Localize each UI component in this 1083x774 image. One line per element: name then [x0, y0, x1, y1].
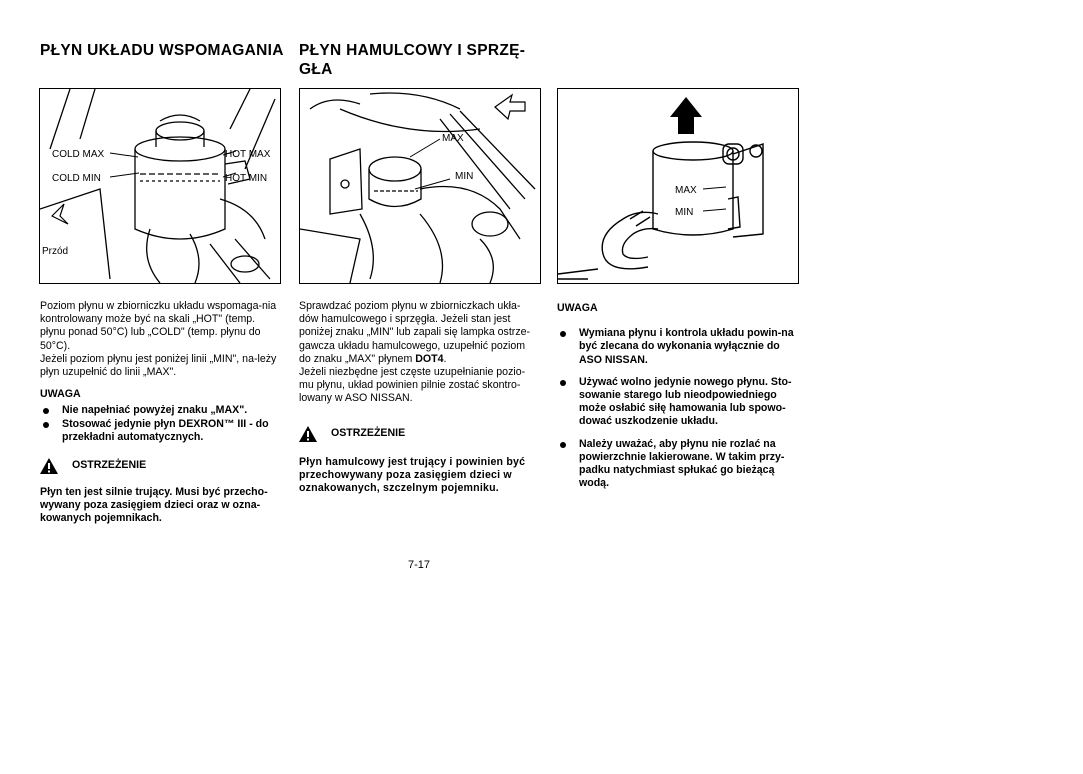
bullet-item	[557, 438, 800, 491]
label-hot-max: HOT MAX	[225, 149, 271, 160]
figure-brake-clutch-reservoir	[299, 88, 541, 284]
section-title-brake-clutch-line2: GŁA	[299, 61, 333, 78]
bullet-icon	[560, 380, 566, 386]
page-number: 7-17	[408, 559, 431, 571]
bullet-text: Używać wolno jedynie nowego płynu. Sto-sowanie starego lub nieodpowiedniego może osłabić siłę hamowania lub spowo-dować uszkodzenie układu.	[579, 375, 792, 428]
bullet-icon	[560, 331, 566, 337]
warning-title: OSTRZEŻENIE	[331, 427, 406, 440]
column-brake-clutch	[299, 300, 539, 495]
paragraph-check-level: Sprawdzać poziom płynu w zbiorniczkach ukła-dów hamulcowego i sprzęgła. Jeżeli stan jest poniżej znaku „MIN" lub zapali się lampka ostrze-gawcza układu hamulcowego, uzupełnić poziom do znaku „MAX" płynem DOT4.	[299, 300, 531, 365]
label-cold-max: COLD MAX	[52, 149, 105, 160]
fluid-type: DOT4	[415, 352, 444, 365]
label-max: MAX	[675, 185, 697, 196]
warning-icon	[40, 458, 58, 474]
bullet-text: Nie napełniać powyżej znaku „MAX".	[62, 404, 248, 417]
bullet-icon	[43, 422, 49, 428]
direction-arrow-icon	[495, 95, 525, 119]
bullet-item	[40, 418, 278, 444]
figure-power-steering-reservoir	[39, 88, 281, 284]
column-notes	[557, 300, 800, 490]
bullet-text: Należy uważać, aby płynu nie rozlać na powierzchnie lakierowane. W takim przy-padku natychmiast spłukać go bieżącą wodą.	[579, 437, 785, 490]
column-power-steering	[40, 300, 278, 526]
bullet-icon	[43, 408, 49, 414]
paragraph-frequent-refill: Jeżeli niezbędne jest częste uzupełnianie pozio-mu płynu, układ powinien pilnie zostać skontro-lowany w ASO NISSAN.	[299, 366, 526, 405]
bullet-item	[557, 376, 800, 429]
paragraph-refill: Jeżeli poziom płynu jest poniżej linii „MIN", na-leży płyn uzupełnić do linii „MAX".	[40, 352, 277, 379]
section-title-brake-clutch-line1: PŁYN HAMULCOWY I SPRZĘ-	[299, 42, 526, 59]
bullet-item	[40, 404, 278, 417]
warning-title: OSTRZEŻENIE	[72, 459, 147, 472]
bullet-icon	[560, 442, 566, 448]
warning-icon	[299, 426, 317, 442]
warning-header	[40, 458, 278, 474]
brake-reservoir-illustration	[300, 89, 540, 283]
section-title-power-steering: PŁYN UKŁADU WSPOMAGANIA	[40, 42, 284, 59]
front-arrow-icon	[52, 204, 68, 224]
up-arrow-icon	[670, 97, 702, 134]
bullet-text: Stosować jedynie płyn DEXRON™ III - do przekładni automatycznych.	[62, 417, 269, 443]
note-title: UWAGA	[557, 302, 598, 314]
note-title: UWAGA	[40, 388, 81, 401]
label-max: MAX	[442, 133, 464, 144]
clutch-reservoir-illustration	[558, 89, 798, 283]
figure-clutch-reservoir	[557, 88, 799, 284]
label-min: MIN	[455, 171, 474, 182]
warning-text: Płyn ten jest silnie trujący. Musi być przecho-wywany poza zasięgiem dzieci oraz w ozna-kowanych pojemnikach.	[40, 486, 268, 525]
bullet-text: Wymiana płynu i kontrola układu powin-na być zlecana do wykonania wyłącznie do ASO NISSAN.	[579, 327, 794, 366]
label-front: Przód	[42, 246, 69, 257]
label-cold-min: COLD MIN	[52, 173, 101, 184]
bullet-item	[557, 327, 800, 367]
label-min: MIN	[675, 207, 694, 218]
label-hot-min: HOT MIN	[225, 173, 268, 184]
warning-text: Płyn hamulcowy jest trujący i powinien być przechowywany poza zasięgiem dzieci w oznakowanych, szczelnym pojemniku.	[299, 455, 526, 495]
power-steering-reservoir-illustration	[40, 89, 280, 283]
paragraph-fluid-level: Poziom płynu w zbiorniczku układu wspomaga-nia kontrolowany może być na skali „HOT" (temp. płynu ponad 50°C) lub „COLD" (temp. płynu do 50°C).	[40, 300, 277, 352]
warning-header	[299, 426, 539, 442]
